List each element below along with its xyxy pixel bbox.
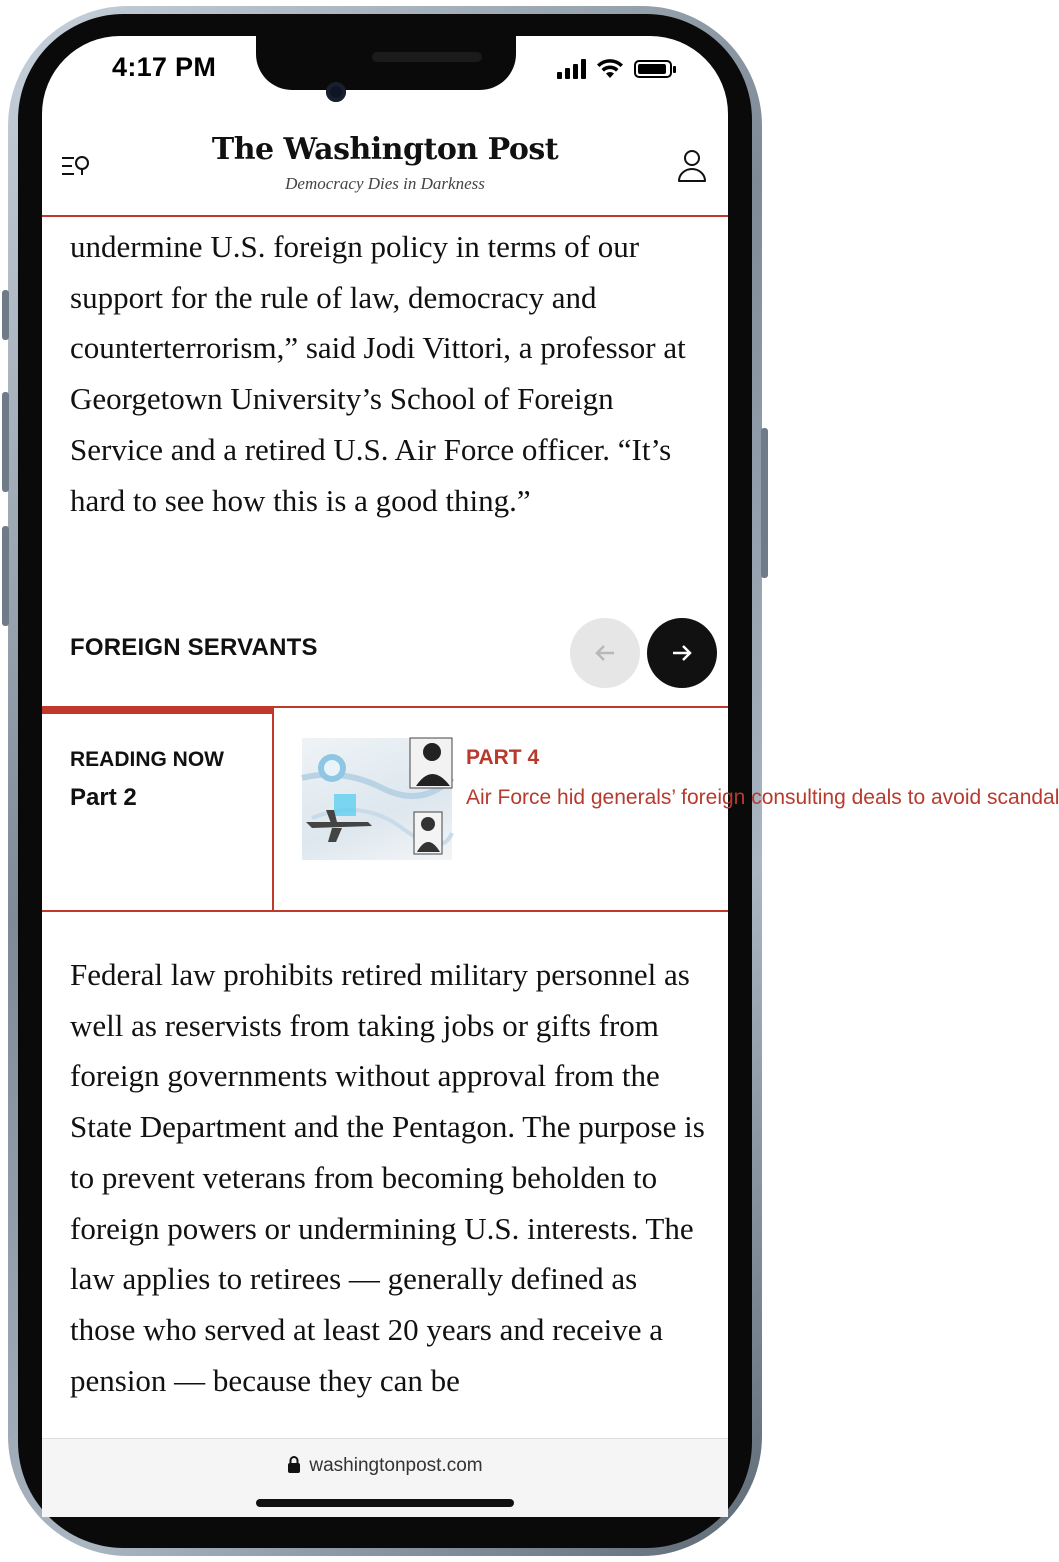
battery-icon <box>634 60 672 78</box>
front-camera <box>326 82 346 102</box>
article-paragraph: Federal law prohibits retired military personnel as well as reservists from taking jobs or gifts from foreign governments without approval from the State Department and the Pentagon. The purpose is to prevent veterans from becoming beholden to foreign powers or undermining U.S. interests. The law applies to retirees — generally defined as those who served at least 20 years and receive a pension — because they can be <box>70 957 705 1398</box>
reading-now-label: READING NOW <box>70 748 224 771</box>
part-4-label[interactable]: PART 4 <box>466 746 540 769</box>
series-carousel <box>42 706 1059 912</box>
tagline: Democracy Dies in Darkness <box>285 174 485 193</box>
series-title: FOREIGN SERVANTS <box>70 634 318 661</box>
reading-now-indicator <box>42 708 272 714</box>
url-text: washingtonpost.com <box>309 1455 483 1476</box>
home-indicator[interactable] <box>256 1499 514 1507</box>
masthead-logo[interactable]: The Washington Post <box>211 132 559 167</box>
reading-now-part: Part 2 <box>70 784 137 811</box>
speaker <box>372 52 482 62</box>
part-4-title-link[interactable]: Air Force hid generals’ foreign consulting deals to avoid scandal <box>466 786 1059 809</box>
collage-image <box>302 738 452 860</box>
series-prev-button[interactable] <box>570 618 640 688</box>
account-icon[interactable] <box>676 148 708 184</box>
reading-now-card[interactable] <box>42 708 274 910</box>
phone-screen <box>42 36 1059 1516</box>
url-display[interactable] <box>42 1455 728 1477</box>
power-button <box>761 428 768 578</box>
site-header <box>42 126 728 217</box>
browser-address-bar[interactable] <box>42 1438 728 1517</box>
status-icons <box>557 58 672 80</box>
volume-down-button <box>2 526 9 626</box>
wifi-icon <box>596 58 624 80</box>
notch <box>256 36 516 90</box>
arrow-right-icon <box>669 640 695 666</box>
lock-icon <box>287 1455 301 1473</box>
mute-switch <box>2 290 9 340</box>
series-next-button[interactable] <box>647 618 717 688</box>
arrow-left-icon <box>592 640 618 666</box>
status-time: 4:17 PM <box>112 52 217 82</box>
part-4-thumbnail[interactable] <box>302 738 452 860</box>
article-paragraph: undermine U.S. foreign policy in terms of our support for the rule of law, democracy and counterterrorism,” said Jodi Vittori, a professor at Georgetown University’s School of Foreign Service and a retired U.S. Air Force officer. “It’s hard to see how this is a good thing.” <box>70 229 686 518</box>
cellular-signal-icon <box>557 59 586 79</box>
volume-up-button <box>2 392 9 492</box>
